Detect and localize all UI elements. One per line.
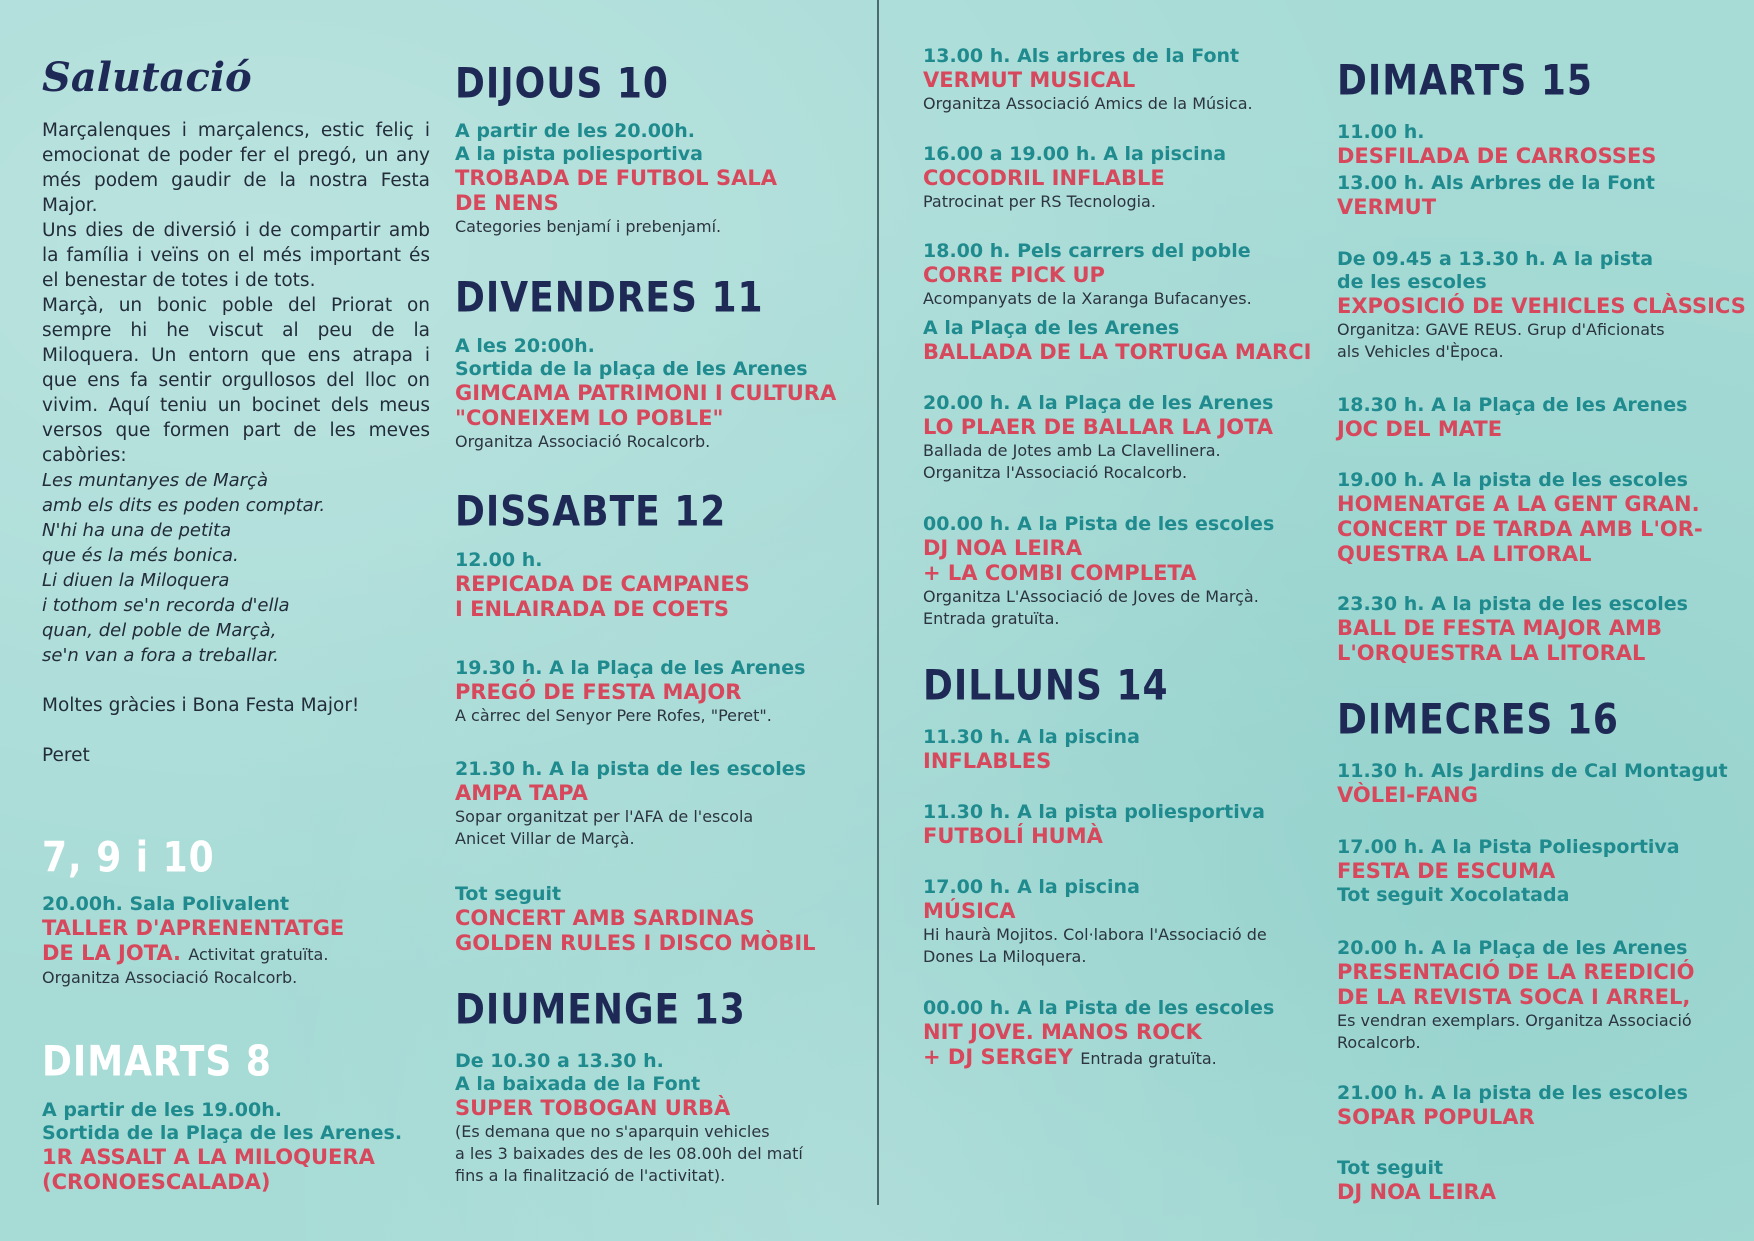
event-note: fins a la finalització de l'activitat). <box>455 1166 726 1185</box>
event-time: A la baixada de la Font <box>455 1073 701 1095</box>
event-note: Anicet Villar de Marçà. <box>455 829 635 848</box>
poem-line: i tothom se'n recorda d'ella <box>42 595 290 616</box>
day-heading-dimarts-8: DIMARTS 8 <box>42 1037 272 1087</box>
event-time: 17.00 h. A la piscina <box>923 876 1140 898</box>
event-festa-escuma <box>1337 836 1727 907</box>
event-time: 21.30 h. A la pista de les escoles <box>455 758 806 780</box>
event-title: GOLDEN RULES I DISCO MÒBIL <box>455 931 816 955</box>
event-musica <box>923 876 1303 968</box>
event-inline-note: Activitat gratuïta. <box>188 945 329 964</box>
event-title: "CONEIXEM LO POBLE" <box>455 406 724 430</box>
event-time: 11.30 h. Als Jardins de Cal Montagut <box>1337 760 1728 782</box>
event-time: De 10.30 a 13.30 h. <box>455 1050 664 1072</box>
day-heading-dimarts-15: DIMARTS 15 <box>1337 56 1593 106</box>
salutacio-heading: Salutació <box>42 54 252 101</box>
event-title: HOMENATGE A LA GENT GRAN. <box>1337 492 1700 516</box>
event-note: Rocalcorb. <box>1337 1033 1421 1052</box>
event-note: Acompanyats de la Xaranga Bufacanyes. <box>923 289 1252 308</box>
event-dj-noa-leira-13 <box>923 513 1303 630</box>
poem-line: que és la més bonica. <box>42 545 239 566</box>
event-note: Organitza l'Associació Rocalcorb. <box>923 463 1188 482</box>
event-time: 18.00 h. Pels carrers del poble <box>923 240 1251 262</box>
event-title: BALLADA DE LA TORTUGA MARCI <box>923 340 1312 364</box>
event-time: Sortida de la Plaça de les Arenes. <box>42 1122 403 1144</box>
event-time: 13.00 h. Als arbres de la Font <box>923 45 1240 67</box>
event-sopar-popular <box>1337 1082 1727 1130</box>
event-note: Organitza Associació Amics de la Música. <box>923 94 1253 113</box>
event-title: CONCERT AMB SARDINAS <box>455 906 755 930</box>
day-heading-dissabte-12: DISSABTE 12 <box>455 487 727 537</box>
day-heading-dijous-10: DIJOUS 10 <box>455 59 669 109</box>
event-concert-sardinas <box>455 883 855 956</box>
fold-divider <box>877 0 879 1205</box>
event-time: 21.00 h. A la pista de les escoles <box>1337 1082 1688 1104</box>
event-taller-jota <box>42 893 430 989</box>
event-ballar-jota <box>923 392 1303 484</box>
event-volei-fang <box>1337 760 1727 808</box>
event-note: als Vehicles d'Època. <box>1337 342 1504 361</box>
poem-line: amb els dits es poden comptar. <box>42 495 326 516</box>
event-title: 1R ASSALT A LA MILOQUERA <box>42 1145 375 1169</box>
event-title: VERMUT MUSICAL <box>923 68 1136 92</box>
event-note: Ballada de Jotes amb La Clavellinera. <box>923 441 1221 460</box>
day-heading-dilluns-14: DILLUNS 14 <box>923 661 1169 711</box>
event-time: 19.00 h. A la pista de les escoles <box>1337 469 1688 491</box>
event-title: QUESTRA LA LITORAL <box>1337 542 1592 566</box>
event-tortuga-marci <box>923 317 1312 365</box>
event-time: Tot seguit <box>1337 1157 1444 1179</box>
event-title: PREGÓ DE FESTA MAJOR <box>455 680 742 704</box>
event-repicada <box>455 549 855 622</box>
event-time: 00.00 h. A la Pista de les escoles <box>923 513 1275 535</box>
event-note: Hi haurà Mojitos. Col·labora l'Associació de <box>923 925 1267 944</box>
event-note: Organitza Associació Rocalcorb. <box>455 432 711 451</box>
event-time: A partir de les 20.00h. <box>455 120 695 142</box>
event-corre-pick-up <box>923 240 1303 310</box>
event-title: FUTBOLÍ HUMÀ <box>923 824 1103 848</box>
event-time: 20.00 h. A la Plaça de les Arenes <box>923 392 1274 414</box>
event-time: de les escoles <box>1337 271 1487 293</box>
poem-line: Les muntanyes de Marçà <box>42 470 268 491</box>
event-time: 20.00h. Sala Polivalent <box>42 893 290 915</box>
event-prego <box>455 657 855 727</box>
event-futbol-sala <box>455 120 855 238</box>
event-time: A partir de les 19.00h. <box>42 1099 282 1121</box>
event-time: 12.00 h. <box>455 549 543 571</box>
event-ampa-tapa <box>455 758 855 850</box>
event-joc-del-mate <box>1337 394 1727 442</box>
salutacio-poem <box>42 468 430 668</box>
event-title: SOPAR POPULAR <box>1337 1105 1535 1129</box>
event-dj-noa-leira-16 <box>1337 1157 1727 1205</box>
event-gimcama <box>455 335 855 453</box>
event-title: JOC DEL MATE <box>1337 417 1503 441</box>
event-title: DJ NOA LEIRA <box>1337 1180 1496 1204</box>
event-time: 18.30 h. A la Plaça de les Arenes <box>1337 394 1688 416</box>
event-presentacio-reedicio <box>1337 937 1727 1054</box>
event-title: CORRE PICK UP <box>923 263 1105 287</box>
event-title <box>923 1045 1303 1071</box>
event-title: REPICADA DE CAMPANES <box>455 572 750 596</box>
day-heading-divendres-11: DIVENDRES 11 <box>455 273 764 323</box>
event-note: A càrrec del Senyor Pere Rofes, "Peret". <box>455 706 772 725</box>
event-title: FESTA DE ESCUMA <box>1337 859 1556 883</box>
salutacio-paragraph-3: Marçà, un bonic poble del Priorat on sempre hi he viscut al peu de la Miloquera. Un entorn que ens atrapa i que ens fa sentir orgullosos del lloc on vivim. Aquí teniu un bocinet dels meus versos que formen part de les meves cabòries: <box>42 295 430 466</box>
event-note: (Es demana que no s'aparquin vehicles <box>455 1122 770 1141</box>
event-time: 13.00 h. Als Arbres de la Font <box>1337 172 1655 194</box>
event-time: Tot seguit <box>455 883 562 905</box>
event-time: 00.00 h. A la Pista de les escoles <box>923 997 1275 1019</box>
event-inflables <box>923 726 1303 774</box>
day-heading-dimecres-16: DIMECRES 16 <box>1337 695 1619 745</box>
event-note: a les 3 baixades des de les 08.00h del matí <box>455 1144 803 1163</box>
event-nit-jove <box>923 997 1303 1071</box>
event-title: (CRONOESCALADA) <box>42 1170 271 1194</box>
event-time: A la pista poliesportiva <box>455 143 703 165</box>
salutacio-thanks: Moltes gràcies i Bona Festa Major! <box>42 695 360 716</box>
event-vermut-musical <box>923 45 1303 115</box>
event-time: A les 20:00h. <box>455 335 595 357</box>
event-title: DJ NOA LEIRA <box>923 536 1082 560</box>
event-title: TALLER D'APRENENTATGE <box>42 916 345 940</box>
poem-line: se'n van a fora a treballar. <box>42 645 279 666</box>
event-title: VERMUT <box>1337 195 1437 219</box>
event-time: 11.30 h. A la piscina <box>923 726 1140 748</box>
event-title-part: + DJ SERGEY <box>923 1045 1073 1069</box>
event-vehicles-classics <box>1337 248 1746 363</box>
event-time: 17.00 h. A la Pista Poliesportiva <box>1337 836 1680 858</box>
event-title: DESFILADA DE CARROSSES <box>1337 144 1657 168</box>
event-time: 16.00 a 19.00 h. A la piscina <box>923 143 1227 165</box>
event-note: Patrocinat per RS Tecnologia. <box>923 192 1156 211</box>
event-time: 11.30 h. A la pista poliesportiva <box>923 801 1265 823</box>
event-title: I ENLAIRADA DE COETS <box>455 597 730 621</box>
event-assalt-miloquera <box>42 1099 430 1195</box>
event-time: Sortida de la plaça de les Arenes <box>455 358 808 380</box>
event-title: DE LA REVISTA SOCA I ARREL, <box>1337 985 1691 1009</box>
event-note: Dones La Miloquera. <box>923 947 1087 966</box>
event-title: + LA COMBI COMPLETA <box>923 561 1197 585</box>
event-cocodril <box>923 143 1303 213</box>
event-time: De 09.45 a 13.30 h. A la pista <box>1337 248 1654 270</box>
event-title: GIMCAMA PATRIMONI I CULTURA <box>455 381 837 405</box>
poem-line: N'hi ha una de petita <box>42 520 232 541</box>
event-title: EXPOSICIÓ DE VEHICLES CLÀSSICS <box>1337 294 1746 318</box>
salutacio-paragraph-2: Uns dies de diversió i de compartir amb la família i veïns on el més important és el benestar de totes i de tots. <box>42 220 430 291</box>
poem-line: quan, del poble de Marçà, <box>42 620 277 641</box>
event-title: MÚSICA <box>923 899 1016 923</box>
event-time: 11.00 h. <box>1337 121 1425 143</box>
day-heading-7-9-10: 7, 9 i 10 <box>42 833 215 883</box>
event-note: Es vendran exemplars. Organitza Associació <box>1337 1011 1692 1030</box>
event-inline-note: Entrada gratuïta. <box>1080 1049 1217 1068</box>
event-title: AMPA TAPA <box>455 781 588 805</box>
event-time: 23.30 h. A la pista de les escoles <box>1337 593 1688 615</box>
salutacio-paragraph-1: Marçalenques i marçalencs, estic feliç i emocionat de poder fer el pregó, un any més podem gaudir de la nostra Festa Major. <box>42 120 430 216</box>
event-vermut <box>1337 172 1727 220</box>
event-note: Organitza Associació Rocalcorb. <box>42 968 298 987</box>
event-title: PRESENTACIÓ DE LA REEDICIÓ <box>1337 960 1695 984</box>
event-note: Organitza: GAVE REUS. Grup d'Aficionats <box>1337 320 1665 339</box>
poem-line: Li diuen la Miloquera <box>42 570 230 591</box>
event-title: INFLABLES <box>923 749 1052 773</box>
event-time: A la Plaça de les Arenes <box>923 317 1180 339</box>
event-title <box>42 941 430 967</box>
event-note: Sopar organitzat per l'AFA de l'escola <box>455 807 754 826</box>
day-heading-diumenge-13: DIUMENGE 13 <box>455 985 746 1035</box>
salutacio-body <box>42 118 430 468</box>
event-title: SUPER TOBOGAN URBÀ <box>455 1096 731 1120</box>
event-time: 20.00 h. A la Plaça de les Arenes <box>1337 937 1688 959</box>
event-title: CONCERT DE TARDA AMB L'OR- <box>1337 517 1703 541</box>
salutacio-signature: Peret <box>42 745 90 766</box>
event-title: TROBADA DE FUTBOL SALA <box>455 166 777 190</box>
event-note: Categories benjamí i prebenjamí. <box>455 217 722 236</box>
event-note: Entrada gratuïta. <box>923 609 1060 628</box>
event-title: NIT JOVE. MANOS ROCK <box>923 1020 1202 1044</box>
event-desfilada <box>1337 121 1727 169</box>
event-note: Organitza L'Associació de Joves de Marçà. <box>923 587 1259 606</box>
event-ball-festa-major <box>1337 593 1727 666</box>
event-homenatge <box>1337 469 1727 567</box>
event-time: 19.30 h. A la Plaça de les Arenes <box>455 657 806 679</box>
event-title: DE NENS <box>455 191 559 215</box>
event-title-part: DE LA JOTA. <box>42 941 182 965</box>
event-time: Tot seguit Xocolatada <box>1337 884 1570 906</box>
event-title: VÒLEI-FANG <box>1337 783 1478 807</box>
event-title: L'ORQUESTRA LA LITORAL <box>1337 641 1646 665</box>
event-title: LO PLAER DE BALLAR LA JOTA <box>923 415 1274 439</box>
event-title: COCODRIL INFLABLE <box>923 166 1165 190</box>
event-title: BALL DE FESTA MAJOR AMB <box>1337 616 1662 640</box>
event-tobogan <box>455 1050 855 1187</box>
event-futboli-huma <box>923 801 1303 849</box>
